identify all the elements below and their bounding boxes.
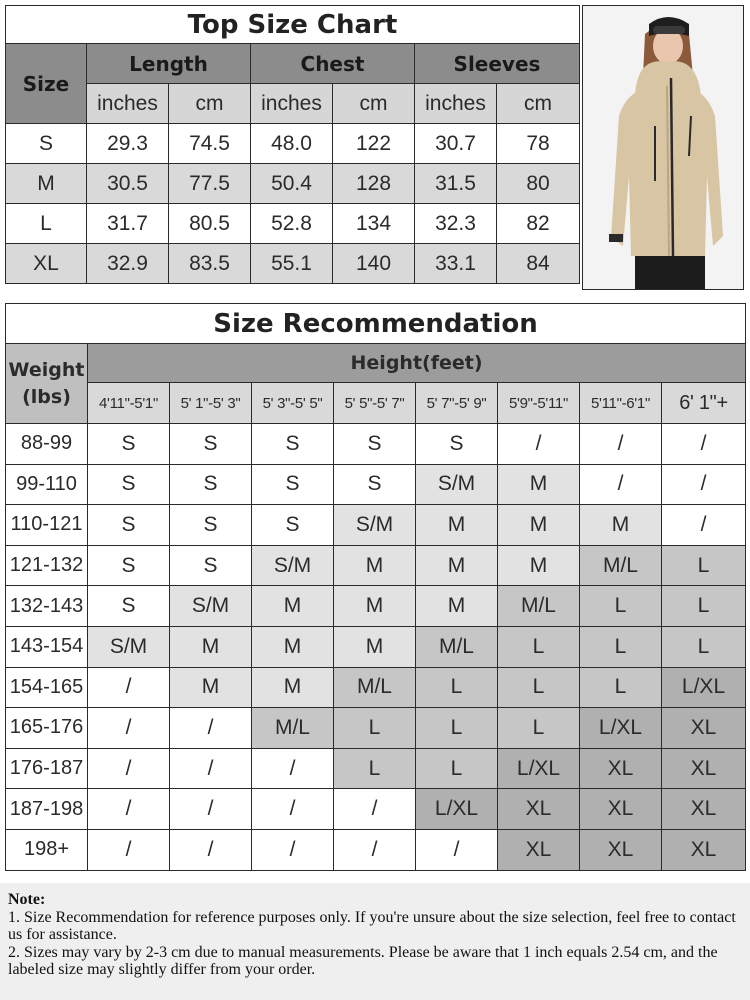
recommended-size: S/M (416, 464, 498, 505)
height-range-header: 6' 1"+ (662, 383, 746, 424)
size-value: 80 (497, 164, 580, 204)
recommended-size: S (252, 505, 334, 546)
recommended-size: M (252, 667, 334, 708)
size-value: 30.7 (415, 124, 497, 164)
recommended-size: / (416, 829, 498, 870)
recommended-size: S (334, 424, 416, 465)
recommended-size: S (334, 464, 416, 505)
recommended-size: / (170, 789, 252, 830)
recommendation-row (6, 626, 746, 667)
size-value: 128 (333, 164, 415, 204)
recommended-size: M (416, 505, 498, 546)
recommended-size: L/XL (662, 667, 746, 708)
recommended-size: L/XL (416, 789, 498, 830)
size-value: 52.8 (251, 204, 333, 244)
recommended-size: / (498, 424, 580, 465)
recommended-size: / (580, 424, 662, 465)
size-value: 31.7 (87, 204, 169, 244)
size-value: 29.3 (87, 124, 169, 164)
recommendation-title: Size Recommendation (6, 304, 746, 344)
recommended-size: S (88, 545, 170, 586)
recommended-size: L (662, 545, 746, 586)
note-line-1: 1. Size Recommendation for reference purposes only. If you're unsure about the size selection, feel free to contact us for assistance. (8, 908, 736, 943)
recommended-size: M (580, 505, 662, 546)
recommended-size: L (498, 626, 580, 667)
recommended-size: M (170, 626, 252, 667)
recommended-size: / (252, 748, 334, 789)
recommended-size: L (416, 748, 498, 789)
recommended-size: S (252, 464, 334, 505)
height-range-header: 4'11"-5'1" (88, 383, 170, 424)
recommended-size: L (662, 586, 746, 627)
recommended-size: L/XL (498, 748, 580, 789)
size-row (6, 244, 580, 284)
size-value: 77.5 (169, 164, 251, 204)
recommendation-row (6, 424, 746, 465)
size-value: 78 (497, 124, 580, 164)
product-photo (582, 5, 744, 290)
size-value: 48.0 (251, 124, 333, 164)
recommended-size: / (88, 708, 170, 749)
recommended-size: / (88, 829, 170, 870)
recommended-size: / (334, 829, 416, 870)
recommended-size: / (580, 464, 662, 505)
note-section (0, 883, 750, 1000)
recommended-size: L (416, 708, 498, 749)
weight-range: 154-165 (6, 667, 88, 708)
sleeves-header: Sleeves (415, 44, 580, 84)
weight-range: 110-121 (6, 505, 88, 546)
recommended-size: S/M (170, 586, 252, 627)
recommended-size: S (170, 424, 252, 465)
size-value: 122 (333, 124, 415, 164)
unit-header: cm (169, 84, 251, 124)
recommended-size: M (416, 545, 498, 586)
recommended-size: / (334, 789, 416, 830)
recommended-size: M (252, 586, 334, 627)
height-range-header: 5'9"-5'11" (498, 383, 580, 424)
recommendation-row (6, 545, 746, 586)
size-row (6, 204, 580, 244)
height-header: Height(feet) (88, 344, 746, 383)
recommended-size: M (170, 667, 252, 708)
height-range-header: 5'11"-6'1" (580, 383, 662, 424)
recommended-size: / (88, 789, 170, 830)
recommendation-row (6, 667, 746, 708)
size-row (6, 124, 580, 164)
size-value: 80.5 (169, 204, 251, 244)
recommended-size: L (662, 626, 746, 667)
recommended-size: XL (662, 708, 746, 749)
size-label: S (6, 124, 87, 164)
recommended-size: S (88, 424, 170, 465)
unit-header: cm (333, 84, 415, 124)
recommended-size: S (170, 545, 252, 586)
size-value: 30.5 (87, 164, 169, 204)
recommendation-row (6, 708, 746, 749)
recommended-size: M/L (580, 545, 662, 586)
unit-header: cm (497, 84, 580, 124)
size-value: 32.9 (87, 244, 169, 284)
size-label: L (6, 204, 87, 244)
recommended-size: S (170, 464, 252, 505)
recommended-size: M (334, 626, 416, 667)
note-title: Note: (8, 891, 46, 908)
weight-column-header (6, 344, 88, 424)
size-value: 50.4 (251, 164, 333, 204)
recommended-size: S/M (334, 505, 416, 546)
weight-header-unit: (lbs) (22, 385, 71, 408)
size-value: 82 (497, 204, 580, 244)
recommended-size: / (662, 464, 746, 505)
note-line-2: 2. Sizes may vary by 2-3 cm due to manual measurements. Please be aware that 1 inch equals 2.54 cm, and the labeled size may slightly differ from your order. (8, 943, 718, 978)
recommended-size: XL (580, 748, 662, 789)
size-value: 134 (333, 204, 415, 244)
recommended-size: S (416, 424, 498, 465)
recommended-size: / (170, 829, 252, 870)
top-size-chart (5, 5, 580, 284)
top-chart-title: Top Size Chart (6, 6, 580, 44)
size-label: XL (6, 244, 87, 284)
recommended-size: M (416, 586, 498, 627)
recommended-size: / (662, 424, 746, 465)
recommended-size: M/L (416, 626, 498, 667)
unit-header: inches (87, 84, 169, 124)
size-value: 83.5 (169, 244, 251, 284)
recommended-size: / (88, 667, 170, 708)
recommended-size: M (498, 464, 580, 505)
recommended-size: L (498, 667, 580, 708)
recommended-size: M (334, 545, 416, 586)
recommended-size: S (88, 464, 170, 505)
weight-range: 198+ (6, 829, 88, 870)
recommended-size: M/L (334, 667, 416, 708)
size-value: 84 (497, 244, 580, 284)
recommended-size: M (498, 545, 580, 586)
recommendation-row (6, 586, 746, 627)
weight-range: 187-198 (6, 789, 88, 830)
recommended-size: S (252, 424, 334, 465)
unit-header: inches (251, 84, 333, 124)
recommended-size: / (252, 789, 334, 830)
size-row (6, 164, 580, 204)
size-value: 140 (333, 244, 415, 284)
size-column-header: Size (6, 44, 87, 124)
height-range-header: 5' 7"-5' 9" (416, 383, 498, 424)
recommended-size: L (580, 626, 662, 667)
recommended-size: / (662, 505, 746, 546)
weight-range: 165-176 (6, 708, 88, 749)
size-label: M (6, 164, 87, 204)
recommended-size: / (252, 829, 334, 870)
recommended-size: XL (662, 789, 746, 830)
recommended-size: L/XL (580, 708, 662, 749)
weight-range: 143-154 (6, 626, 88, 667)
recommended-size: XL (662, 748, 746, 789)
recommended-size: XL (580, 789, 662, 830)
recommended-size: XL (662, 829, 746, 870)
weight-range: 121-132 (6, 545, 88, 586)
recommended-size: L (416, 667, 498, 708)
recommendation-row (6, 789, 746, 830)
length-header: Length (87, 44, 251, 84)
recommended-size: S/M (88, 626, 170, 667)
unit-header: inches (415, 84, 497, 124)
recommended-size: L (580, 667, 662, 708)
recommended-size: M (252, 626, 334, 667)
recommended-size: M (334, 586, 416, 627)
recommended-size: S/M (252, 545, 334, 586)
height-range-header: 5' 5"-5' 7" (334, 383, 416, 424)
size-value: 55.1 (251, 244, 333, 284)
recommended-size: L (498, 708, 580, 749)
size-value: 74.5 (169, 124, 251, 164)
height-range-header: 5' 3"-5' 5" (252, 383, 334, 424)
recommendation-row (6, 829, 746, 870)
recommended-size: M/L (252, 708, 334, 749)
recommended-size: S (88, 586, 170, 627)
size-value: 32.3 (415, 204, 497, 244)
recommended-size: XL (580, 829, 662, 870)
jacket-model-illustration (583, 6, 743, 289)
weight-range: 99-110 (6, 464, 88, 505)
recommendation-row (6, 505, 746, 546)
chest-header: Chest (251, 44, 415, 84)
weight-range: 176-187 (6, 748, 88, 789)
size-recommendation-chart (5, 303, 746, 871)
recommended-size: M (498, 505, 580, 546)
recommended-size: / (170, 748, 252, 789)
recommendation-row (6, 464, 746, 505)
height-range-header: 5' 1"-5' 3" (170, 383, 252, 424)
recommended-size: XL (498, 789, 580, 830)
recommended-size: M/L (498, 586, 580, 627)
recommended-size: L (580, 586, 662, 627)
size-value: 31.5 (415, 164, 497, 204)
recommended-size: / (88, 748, 170, 789)
recommendation-row (6, 748, 746, 789)
recommended-size: S (88, 505, 170, 546)
weight-range: 132-143 (6, 586, 88, 627)
recommended-size: S (170, 505, 252, 546)
recommended-size: / (170, 708, 252, 749)
size-value: 33.1 (415, 244, 497, 284)
weight-header-label: Weight (8, 358, 85, 381)
recommended-size: L (334, 708, 416, 749)
recommended-size: XL (498, 829, 580, 870)
weight-range: 88-99 (6, 424, 88, 465)
recommended-size: L (334, 748, 416, 789)
